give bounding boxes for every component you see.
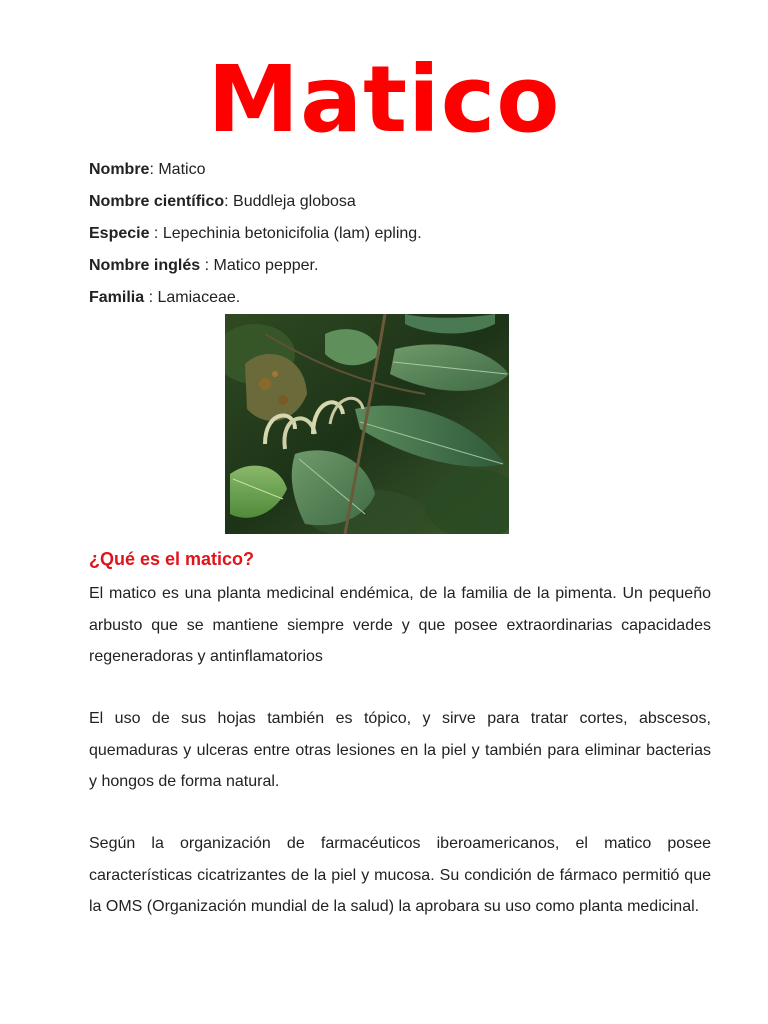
fact-label: Nombre (89, 161, 150, 178)
fact-label: Nombre científico (89, 193, 225, 210)
plant-illustration (225, 314, 509, 534)
paragraph-uses: El uso de sus hojas también es tópico, y sirve para tratar cortes, abscesos, quemaduras y ulceras entre otras lesiones en la piel y también para eliminar bacterias y hongos de forma natural. (89, 710, 711, 790)
fact-label: Especie (89, 225, 150, 242)
fact-label: Nombre inglés (89, 257, 201, 274)
fact-separator: : (200, 257, 214, 274)
fact-separator: : (149, 225, 163, 242)
fact-familia (89, 282, 422, 314)
plant-facts (89, 154, 422, 314)
fact-separator: : (149, 161, 159, 178)
fact-especie (89, 218, 422, 250)
fact-value: Matico pepper. (213, 257, 319, 274)
paragraph-approval: Según la organización de farmacéuticos iberoamericanos, el matico posee características cicatrizantes de la piel y mucosa. Su condición de fármaco permitió que la OMS (Organización mundial de la salud) la aprobara su uso como planta medicinal. (89, 835, 711, 915)
fact-value: Buddleja globosa (233, 193, 356, 210)
matico-plant-photo (225, 314, 509, 534)
fact-value: Lepechinia betonicifolia (lam) epling. (162, 225, 422, 242)
fact-separator: : (224, 193, 234, 210)
paragraph-intro: El matico es una planta medicinal endémica, de la familia de la pimenta. Un pequeño arbusto que se mantiene siempre verde y que posee extraordinarias capacidades regeneradoras y antinflamatorios (89, 585, 711, 665)
fact-value: Matico (158, 161, 206, 178)
fact-nombre-cientifico (89, 186, 422, 218)
page-title: Matico (207, 46, 561, 153)
fact-value: Lamiaceae. (157, 289, 241, 306)
fact-label: Familia (89, 289, 145, 306)
fact-nombre (89, 154, 422, 186)
fact-separator: : (144, 289, 158, 306)
section-heading: ¿Qué es el matico? (89, 549, 255, 569)
fact-nombre-ingles (89, 250, 422, 282)
